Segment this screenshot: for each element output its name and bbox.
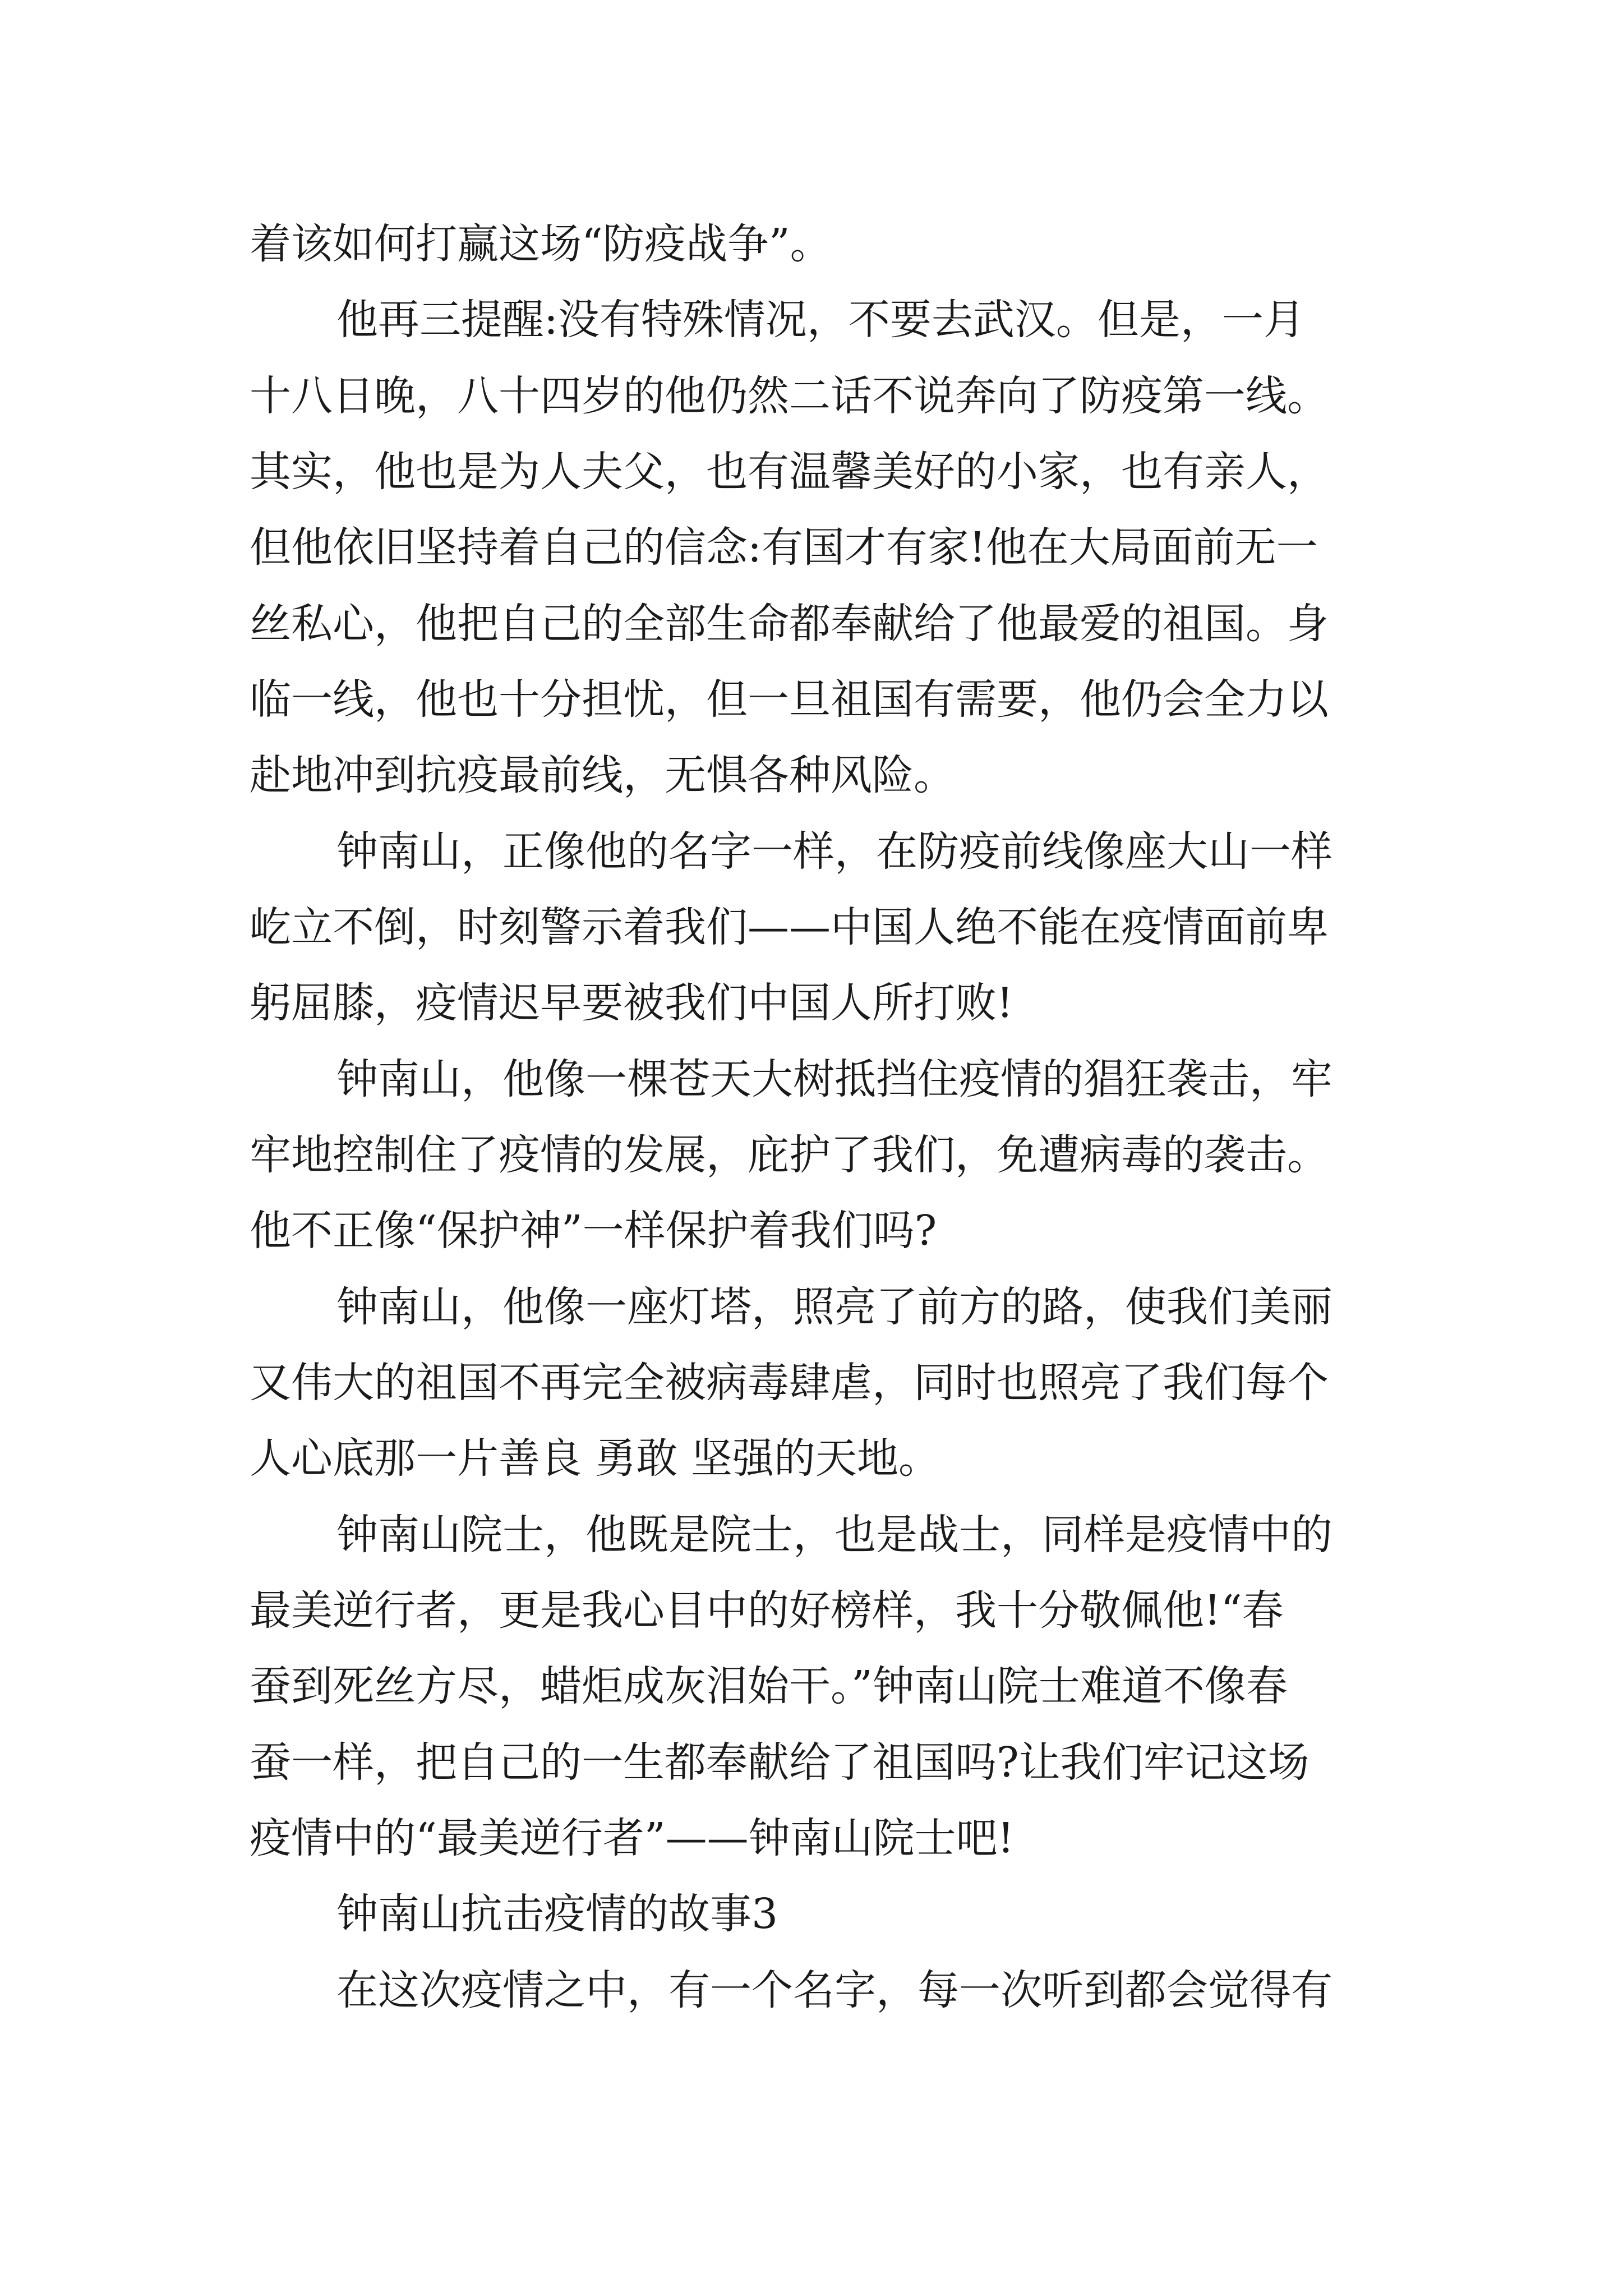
- text-line: 又伟大的祖国不再完全被病毒肆虐，同时也照亮了我们每个: [250, 1359, 1329, 1407]
- text-line: 钟南山，正像他的名字一样，在防疫前线像座大山一样: [336, 827, 1332, 876]
- text-line: 在这次疫情之中，有一个名字，每一次听到都会觉得有: [336, 1966, 1332, 2014]
- text-line: 疫情中的“最美逆行者”——钟南山院士吧!: [250, 1814, 1015, 1862]
- text-line: 人心底那一片善良 勇敢 坚强的天地。: [250, 1434, 940, 1483]
- text-line: 他不正像“保护神”一样保护着我们吗?: [250, 1207, 937, 1255]
- text-line: 屹立不倒，时刻警示着我们——中国人绝不能在疫情面前卑: [250, 903, 1329, 951]
- text-line: 最美逆行者，更是我心目中的好榜样，我十分敬佩他!“春: [250, 1586, 1284, 1635]
- text-line: 其实，他也是为人夫父，也有温馨美好的小家，也有亲人，: [250, 448, 1329, 496]
- text-line: 蚕到死丝方尽，蜡炬成灰泪始干。”钟南山院士难道不像春: [250, 1662, 1288, 1710]
- text-line: 他再三提醒:没有特殊情况，不要去武汉。但是，一月: [336, 296, 1305, 344]
- text-line: 赴地冲到抗疫最前线，无惧各种风险。: [250, 751, 955, 799]
- text-line: 丝私心，他把自己的全部生命都奉献给了他最爱的祖国。身: [250, 600, 1329, 648]
- text-line: 着该如何打赢这场“防疫战争”。: [250, 220, 832, 268]
- text-line: 钟南山，他像一棵苍天大树抵挡住疫情的猖狂袭击，牢: [336, 1055, 1332, 1103]
- text-line: 躬屈膝，疫情迟早要被我们中国人所打败!: [250, 979, 1013, 1027]
- text-line: 钟南山，他像一座灯塔，照亮了前方的路，使我们美丽: [336, 1283, 1332, 1331]
- section-heading: 钟南山抗击疫情的故事3: [336, 1890, 778, 1938]
- text-line: 钟南山院士，他既是院士，也是战士，同样是疫情中的: [336, 1511, 1332, 1559]
- text-line: 临一线，他也十分担忧，但一旦祖国有需要，他仍会全力以: [250, 675, 1329, 724]
- text-line: 但他依旧坚持着自己的信念:有国才有家!他在大局面前无一: [250, 523, 1318, 572]
- text-line: 牢地控制住了疫情的发展，庇护了我们，免遭病毒的袭击。: [250, 1131, 1329, 1179]
- text-line: 十八日晚，八十四岁的他仍然二话不说奔向了防疫第一线。: [250, 372, 1329, 420]
- text-line: 蚕一样，把自己的一生都奉献给了祖国吗?让我们牢记这场: [250, 1738, 1310, 1787]
